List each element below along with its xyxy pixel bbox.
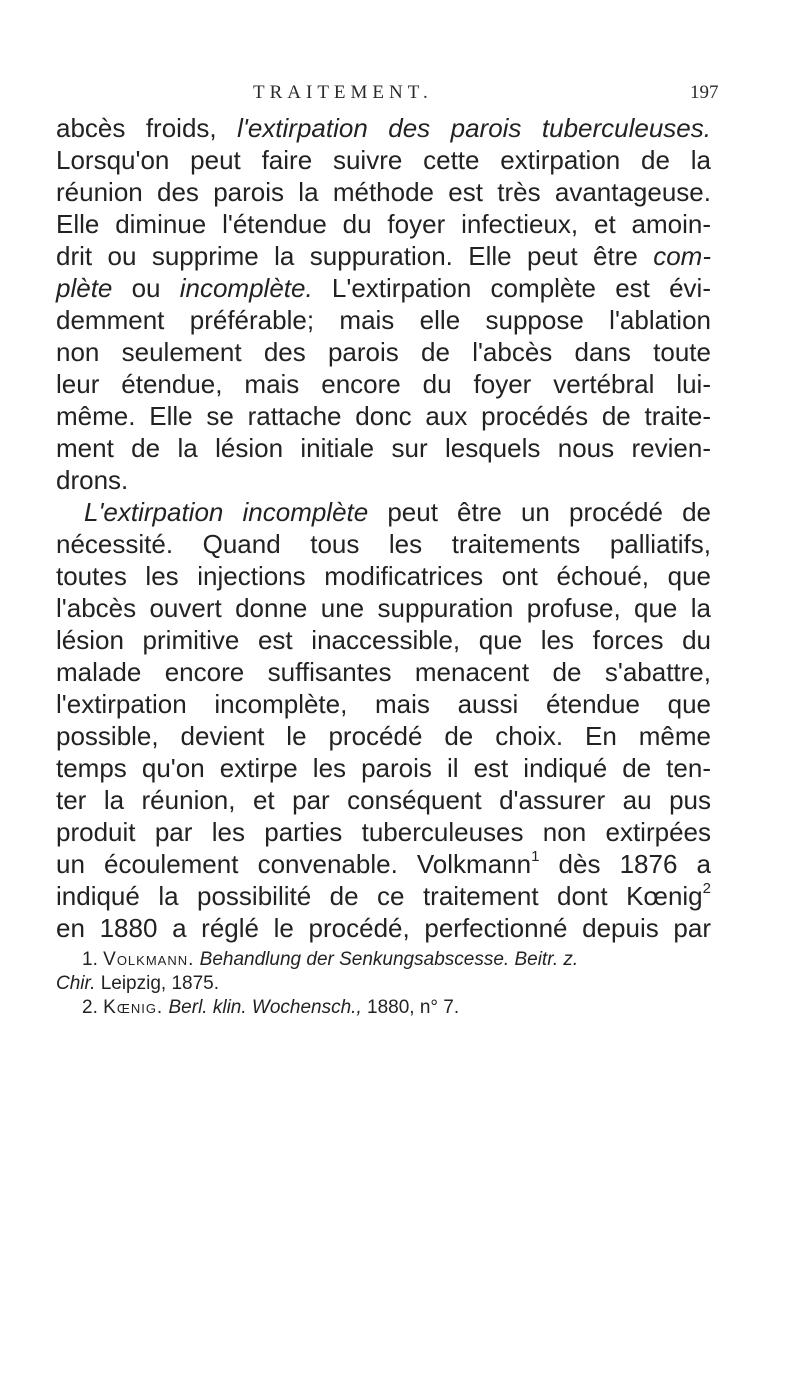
text-line: indiqué la possibilité de ce traitement dont Kœnig$^2$ bbox=[56, 880, 711, 911]
text-line: drons. bbox=[56, 465, 129, 495]
text-line: produit par les parties tuberculeuses non extirpées bbox=[56, 817, 711, 847]
text-line: possible, devient le procédé de choix. En même bbox=[56, 721, 711, 751]
text-line: non seulement des parois de l'abcès dans toute bbox=[56, 337, 711, 367]
text-line: abcès froids, l'extirpation des parois tuberculeuses. bbox=[56, 113, 711, 143]
text-line: réunion des parois la méthode est très avantageuse. bbox=[56, 177, 711, 207]
text-line: leur étendue, mais encore du foyer vertébral lui- bbox=[56, 369, 711, 399]
text-line: temps qu'on extirpe les parois il est indiqué de ten- bbox=[56, 753, 711, 783]
text-line: l'extirpation incomplète, mais aussi étendue que bbox=[56, 689, 711, 719]
footnote-ref: 1 bbox=[531, 848, 540, 866]
text-line: ment de la lésion initiale sur lesquels nous revien- bbox=[56, 433, 711, 463]
text-line: l'abcès ouvert donne une suppuration profuse, que la bbox=[56, 593, 711, 623]
text-line: demment préférable; mais elle suppose l'ablation bbox=[56, 305, 711, 335]
page-number: 197 bbox=[690, 82, 719, 103]
footnote-2: 2. Kœnig. Berl. klin. Wochensch., 1880, n° 7. bbox=[82, 997, 460, 1018]
footnote-ref: 2 bbox=[702, 880, 711, 898]
text-line: L'extirpation incomplète peut être un procédé de bbox=[84, 497, 711, 527]
footnote-1-continued: Chir. Leipzig, 1875. bbox=[56, 973, 220, 994]
text-line: Lorsqu'on peut faire suivre cette extirpation de la bbox=[56, 145, 711, 175]
text-line: drit ou supprime la suppuration. Elle peut être com- bbox=[56, 241, 711, 271]
text-line: Elle diminue l'étendue du foyer infectieux, et amoin- bbox=[56, 209, 711, 239]
running-title: TRAITEMENT. bbox=[253, 82, 433, 103]
footnote-1: 1. Volkmann. Behandlung der Senkungsabscesse. Beitr. z. bbox=[82, 949, 579, 970]
text-line: plète ou incomplète. L'extirpation complète est évi- bbox=[56, 273, 711, 303]
text-line: même. Elle se rattache donc aux procédés de traite- bbox=[56, 401, 711, 431]
text-line: toutes les injections modificatrices ont échoué, que bbox=[56, 561, 711, 591]
text-line: lésion primitive est inaccessible, que les forces du bbox=[56, 625, 711, 655]
text-line: malade encore suffisantes menacent de s'abattre, bbox=[56, 657, 711, 687]
text-line: en 1880 a réglé le procédé, perfectionné depuis par bbox=[56, 913, 711, 943]
text-line: ter la réunion, et par conséquent d'assurer au pus bbox=[56, 785, 711, 815]
text-line: nécessité. Quand tous les traitements palliatifs, bbox=[56, 529, 711, 559]
running-head bbox=[0, 82, 800, 112]
text-line: un écoulement convenable. Volkmann$^1$ dès 1876 a bbox=[56, 848, 711, 879]
